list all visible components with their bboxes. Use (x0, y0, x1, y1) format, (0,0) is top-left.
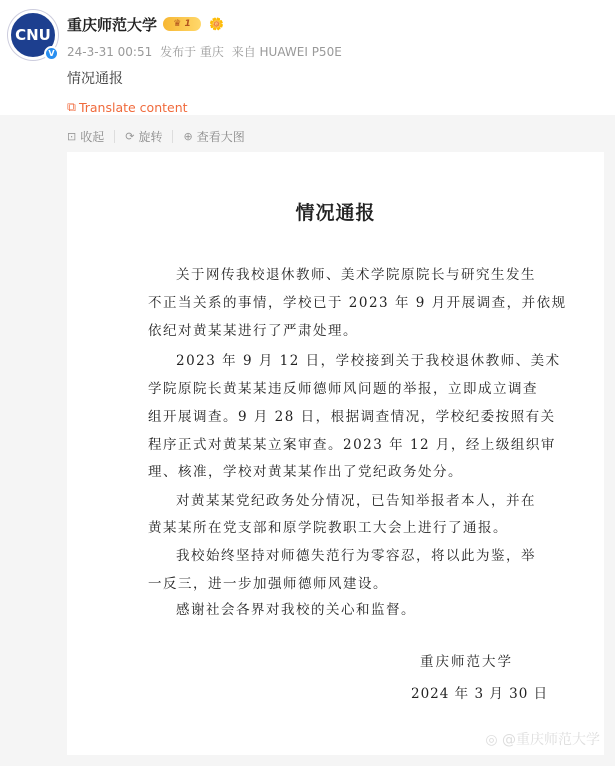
avatar[interactable]: CNU (8, 10, 58, 60)
notice-line: 组开展调查。9 月 28 日，根据调查情况，学校纪委按照有关 (148, 409, 556, 425)
rotate-icon: ⟳ (125, 130, 135, 143)
verified-icon: V (44, 46, 59, 61)
view-large-icon: ⊕ (183, 130, 193, 143)
notice-line: 程序正式对黄某某立案审查。2023 年 12 月，经上级组织审 (148, 437, 556, 453)
notice-image[interactable] (67, 152, 604, 755)
translate-button[interactable] (67, 99, 188, 115)
member-badge[interactable]: ♛ 1 (163, 17, 201, 31)
notice-title: 情况通报 (295, 202, 376, 224)
fan-badge-icon[interactable]: 🌼 (209, 17, 224, 31)
notice-line: 黄某某所在党支部和原学院教职工大会上进行了通报。 (148, 520, 508, 536)
collapse-button[interactable] (67, 128, 104, 145)
timestamp: 24-3-31 00:51 (67, 45, 153, 59)
weibo-logo-icon: ◎ (485, 732, 498, 748)
source: 来自 HUAWEI P50E (231, 45, 342, 59)
notice-line: 学院原院长黄某某违反师德师风问题的举报，立即成立调查 (148, 381, 538, 397)
notice-line: 2023 年 9 月 12 日，学校接到关于我校退休教师、美术 (176, 353, 561, 369)
post-text: 情况通报 (67, 71, 123, 87)
notice-line: 对黄某某党纪政务处分情况，已告知举报者本人，并在 (176, 493, 536, 509)
notice-line: 感谢社会各界对我校的关心和监督。 (176, 602, 416, 618)
collapse-label: 收起 (80, 130, 105, 144)
author-name[interactable]: 重庆师范大学 (67, 16, 158, 34)
badge-level: 1 (184, 19, 191, 29)
divider (114, 130, 115, 143)
view-large-label: 查看大图 (196, 130, 245, 144)
signature: 重庆师范大学 (420, 654, 513, 670)
rotate-button[interactable] (125, 128, 162, 145)
divider (172, 130, 173, 143)
translate-label: Translate content (78, 99, 188, 115)
watermark-text: @重庆师范大学 (502, 732, 600, 748)
view-large-button[interactable] (183, 128, 244, 145)
notice-line: 关于网传我校退休教师、美术学院原院长与研究生发生 (176, 267, 536, 283)
rotate-label: 旋转 (138, 130, 163, 144)
location: 发布于 重庆 (160, 45, 224, 59)
notice-date: 2024 年 3 月 30 日 (411, 686, 549, 702)
notice-line: 依纪对黄某某进行了严肃处理。 (148, 323, 358, 339)
post-meta (67, 43, 346, 60)
image-toolbar (67, 128, 245, 145)
watermark (485, 729, 600, 749)
notice-line: 我校始终坚持对师德失范行为零容忍，将以此为鉴，举 (176, 548, 536, 564)
notice-line: 理、核准，学校对黄某某作出了党纪政务处分。 (148, 464, 463, 480)
collapse-icon: ⊡ (67, 130, 77, 143)
notice-line: 不正当关系的事情，学校已于 2023 年 9 月开展调查，并依规 (148, 295, 567, 311)
translate-icon: ⧉ (67, 99, 76, 114)
notice-line: 一反三，进一步加强师德师风建设。 (148, 576, 388, 592)
